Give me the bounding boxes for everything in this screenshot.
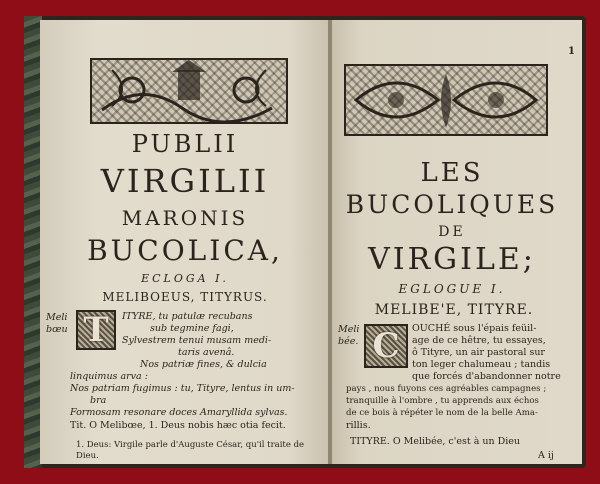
- right-margin-label-1: Meli: [338, 324, 360, 335]
- left-margin-label-1: Meli: [46, 312, 68, 323]
- right-drop-cap-letter: C: [372, 326, 400, 366]
- verse-line: ITYRE, tu patulæ recubans: [122, 311, 253, 322]
- left-footnote-text: 1. Deus: Virgile parle d'Auguste César, qu'il traite de Dieu.: [76, 440, 305, 461]
- prose-line: ô Tityre, un air pastoral sur: [412, 347, 545, 358]
- open-book: [24, 16, 586, 468]
- right-title-line4: VIRGILE;: [368, 242, 536, 277]
- left-drop-cap-letter: T: [83, 310, 109, 350]
- left-page: [40, 20, 330, 464]
- verse-line: Sylvestrem tenui musam medi-: [122, 335, 272, 346]
- left-title-line3: MARONIS: [121, 206, 249, 230]
- right-title-line1: LES: [420, 158, 484, 188]
- prose-line: pays , nous fuyons ces agréables campagnes ;: [346, 384, 547, 394]
- right-title-line2: BUCOLIQUES: [345, 190, 559, 219]
- verse-line: bra: [90, 395, 107, 406]
- verse-line: Nos patriam fugimus : tu, Tityre, lentus in um-: [70, 383, 295, 394]
- prose-line: age de ce hêtre, tu essayes,: [412, 335, 546, 346]
- right-drop-cap: [364, 324, 408, 368]
- left-speakers: MELIBOEUS, TITYRUS.: [102, 290, 268, 304]
- prose-line: rillis.: [346, 420, 371, 431]
- right-final-line: TITYRE. O Melibée, c'est à un Dieu: [350, 436, 521, 447]
- right-title-line3: DE: [438, 224, 466, 240]
- left-headpiece-ornament: [90, 58, 288, 124]
- signature-mark: A ij: [538, 450, 554, 461]
- right-page: [332, 20, 582, 464]
- verse-line: taris avenâ.: [178, 347, 235, 358]
- left-subtitle: ECLOGA I.: [141, 272, 229, 285]
- right-speakers: MELIBE'E, TITYRE.: [374, 302, 534, 318]
- left-title-line2: VIRGILII: [100, 162, 270, 200]
- prose-line: ton leger chalumeau ; tandis: [412, 359, 551, 370]
- left-drop-cap: [76, 310, 116, 350]
- verse-line: Tit. O Melibœe, 1. Deus nobis hæc otia fecit.: [70, 420, 286, 431]
- verse-line: Nos patriæ fines, & dulcia: [140, 359, 267, 370]
- right-headpiece-ornament: [344, 64, 548, 136]
- left-title-line1: PUBLII: [131, 130, 239, 158]
- prose-line: OUCHÉ sous l'épais feüil-: [412, 323, 537, 334]
- right-margin-label-2: bée.: [338, 336, 359, 347]
- prose-line: tranquille à l'ombre , tu apprends aux échos: [346, 396, 539, 406]
- verse-line: Formosam resonare doces Amaryllida sylvas.: [70, 407, 288, 418]
- prose-line: que forcés d'abandonner notre: [412, 371, 561, 382]
- verse-line: linquimus arva :: [70, 371, 148, 382]
- verse-line: sub tegmine fagi,: [150, 323, 234, 334]
- left-title-line4: BUCOLICA,: [87, 234, 283, 267]
- left-margin-label-2: bœu: [46, 324, 68, 335]
- right-subtitle: EGLOGUE I.: [398, 282, 506, 296]
- page-number: 1: [568, 46, 575, 57]
- left-footnote: [76, 440, 326, 462]
- prose-line: de ce bois à répéter le nom de la belle Ama-: [346, 408, 538, 418]
